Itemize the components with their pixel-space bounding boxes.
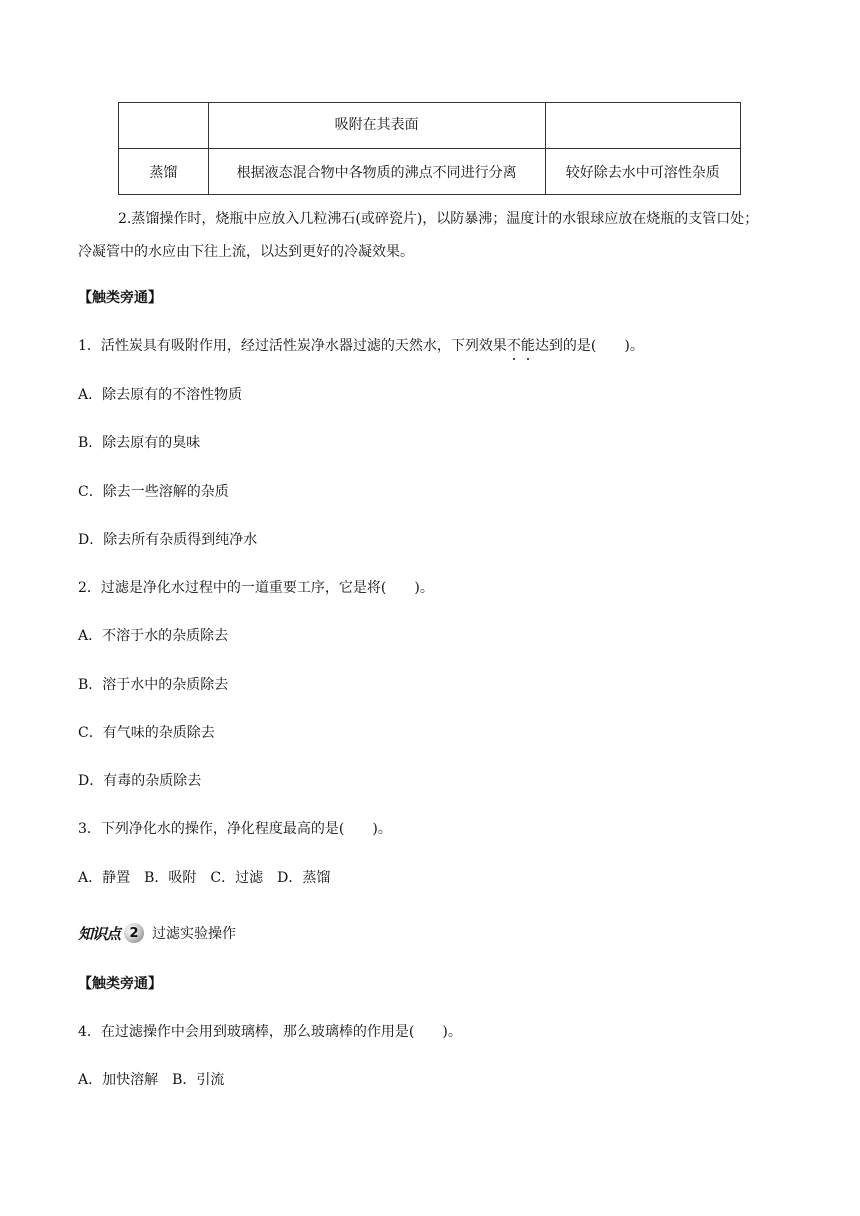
table-cell: 蒸馏 (119, 149, 209, 195)
table-cell (545, 103, 740, 149)
knowledge-point-number-badge: 2 (124, 923, 144, 943)
question-1-option-c: C．除去一些溶解的杂质 (78, 484, 229, 500)
table-cell: 根据液态混合物中各物质的沸点不同进行分离 (208, 149, 545, 195)
table-row (119, 149, 741, 195)
table-cell: 较好除去水中可溶性杂质 (545, 149, 740, 195)
question-1-option-b: B．除去原有的臭味 (78, 435, 201, 451)
note-line-2: 冷凝管中的水应由下往上流，以达到更好的冷凝效果。 (78, 244, 414, 260)
question-2-option-c: C．有气味的杂质除去 (78, 725, 215, 741)
question-2-option-a: A．不溶于水的杂质除去 (78, 628, 229, 644)
comparison-table (118, 102, 741, 195)
stem-text: 达到的是( )。 (534, 338, 644, 354)
note-line-1: 2.蒸馏操作时，烧瓶中应放入几粒沸石(或碎瓷片)，以防暴沸；温度计的水银球应放在烧瓶的支管口处； (118, 211, 759, 227)
table-cell (119, 103, 209, 149)
emphasis-dot-char: 不 (506, 338, 521, 354)
emphasis-dot-char: 能 (520, 338, 535, 354)
question-4-options: A．加快溶解 B．引流 (78, 1072, 225, 1088)
section-heading: 【触类旁通】 (78, 976, 162, 992)
table-cell: 吸附在其表面 (208, 103, 545, 149)
table-row (119, 103, 741, 149)
section-heading: 【触类旁通】 (78, 290, 162, 306)
stem-text: 1．活性炭具有吸附作用，经过活性炭净水器过滤的天然水，下列效果 (78, 338, 507, 354)
question-3-options: A．静置 B．吸附 C．过滤 D．蒸馏 (78, 870, 331, 886)
question-4-stem: 4．在过滤操作中会用到玻璃棒，那么玻璃棒的作用是( )。 (78, 1024, 462, 1040)
question-2-option-b: B．溶于水中的杂质除去 (78, 677, 229, 693)
question-1-option-d: D．除去所有杂质得到纯净水 (78, 532, 258, 548)
question-1-stem (78, 336, 644, 356)
knowledge-point-label: 知识点 (78, 924, 121, 943)
knowledge-point-title: 过滤实验操作 (152, 926, 237, 942)
knowledge-point-header (78, 922, 236, 944)
question-3-stem: 3．下列净化水的操作，净化程度最高的是( )。 (78, 821, 392, 837)
question-2-option-d: D．有毒的杂质除去 (78, 773, 202, 789)
question-1-option-a: A．除去原有的不溶性物质 (78, 387, 243, 403)
question-2-stem: 2．过滤是净化水过程中的一道重要工序，它是将( )。 (78, 580, 434, 596)
